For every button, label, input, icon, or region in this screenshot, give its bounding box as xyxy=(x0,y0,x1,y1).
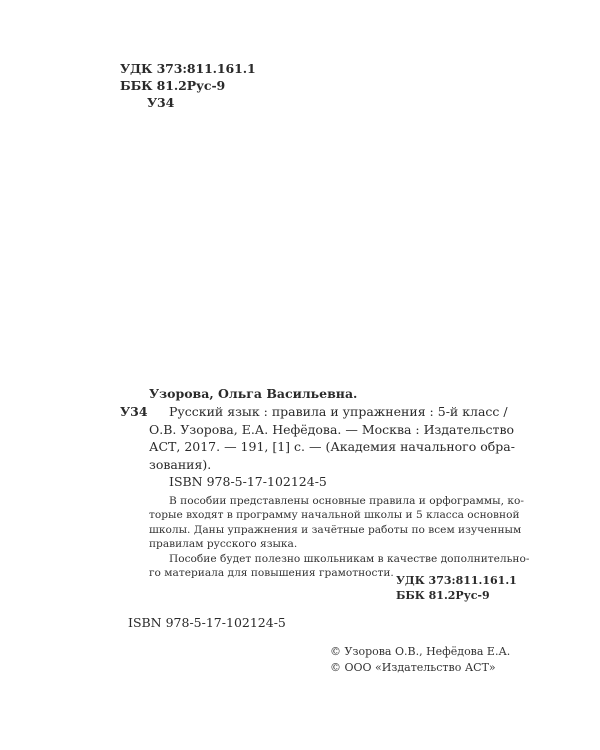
right-classification-block xyxy=(396,573,517,603)
bbk-code: ББК 81.2Рус-9 xyxy=(396,589,490,602)
udk-code: УДК 373:811.161.1 xyxy=(396,574,517,587)
annotation-line: го материала для повышения грамотности. xyxy=(149,567,394,580)
bottom-isbn: ISBN 978-5-17-102124-5 xyxy=(128,615,286,630)
annotation xyxy=(149,494,530,580)
copyright-authors: © Узорова О.В., Нефёдова Е.А. xyxy=(330,645,511,658)
annotation-line: правилам русского языка. xyxy=(149,538,298,551)
record-author-mark: У34 xyxy=(120,404,148,419)
annotation-line: Пособие будет полезно школьникам в качестве дополнительно- xyxy=(169,552,530,565)
bbk-code: ББК 81.2Рус-9 xyxy=(120,78,226,93)
copyright-publisher: © ООО «Издательство АСТ» xyxy=(330,661,496,674)
author-mark: У34 xyxy=(147,95,175,110)
top-classification-block xyxy=(120,60,256,111)
record-line: О.В. Узорова, Е.А. Нефёдова. — Москва : Издательство xyxy=(149,421,515,437)
record-line: АСТ, 2017. — 191, [1] с. — (Академия начального обра- xyxy=(149,439,515,454)
record-line: Русский язык : правила и упражнения : 5-й класс / xyxy=(169,404,508,419)
record-isbn: ISBN 978-5-17-102124-5 xyxy=(169,474,327,489)
bibliographic-description xyxy=(149,403,515,473)
annotation-line: торые входят в программу начальной школы и 5 класса основной xyxy=(149,509,520,522)
annotation-line: школы. Даны упражнения и зачётные работы по всем изученным xyxy=(149,523,522,536)
copyright-block xyxy=(330,644,510,676)
record-author-heading: Узорова, Ольга Васильевна. xyxy=(149,386,358,401)
annotation-line: В пособии представлены основные правила и орфограммы, ко- xyxy=(169,495,524,507)
udk-code: УДК 373:811.161.1 xyxy=(120,61,256,76)
record-line: зования). xyxy=(149,456,212,472)
